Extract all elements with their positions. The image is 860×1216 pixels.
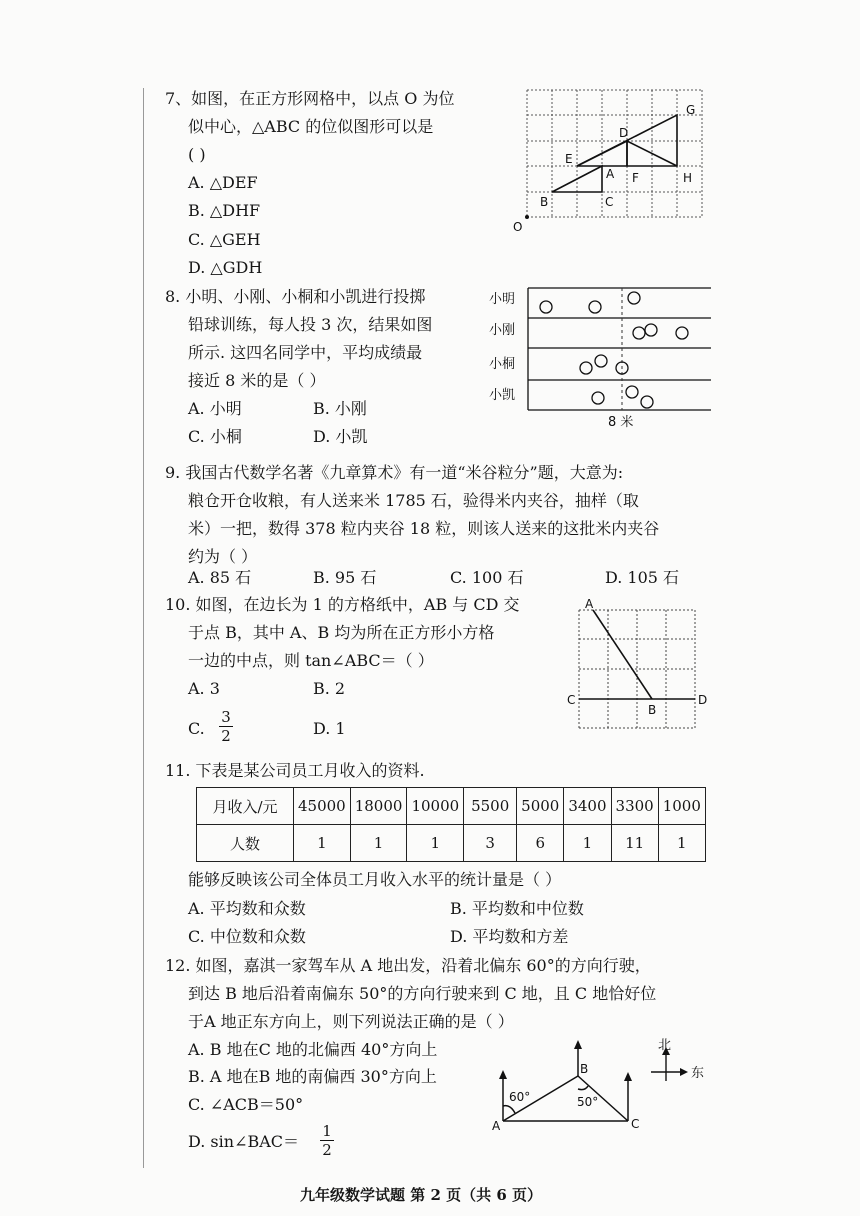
q10-fraction-denominator: 2 bbox=[219, 726, 233, 745]
q7-option-c: C. △GEH bbox=[188, 230, 261, 249]
q10-label-b: B bbox=[648, 703, 657, 717]
q11-question: 能够反映该公司全体员工月收入水平的统计量是（ ） bbox=[188, 870, 562, 889]
table-cell: 11 bbox=[611, 825, 658, 862]
q8-stem-line4: 接近 8 米的是（ ） bbox=[188, 371, 326, 390]
q12-label-b: B bbox=[580, 1062, 589, 1076]
table-cell: 1000 bbox=[658, 788, 705, 825]
q7-label-e: E bbox=[565, 152, 573, 166]
table-cell: 3300 bbox=[611, 788, 658, 825]
q12-north-label: 北 bbox=[658, 1038, 672, 1053]
q7-answer-paren: ( ) bbox=[188, 145, 206, 164]
q10-label-c: C bbox=[567, 693, 576, 707]
q7-label-a: A bbox=[606, 167, 615, 181]
left-margin-line bbox=[143, 88, 144, 1168]
q10-label-d: D bbox=[698, 693, 708, 707]
q12-label-a: A bbox=[492, 1119, 501, 1133]
table-cell: 1 bbox=[294, 825, 351, 862]
table-cell: 人数 bbox=[197, 825, 294, 862]
q9-option-a: A. 85 石 bbox=[188, 568, 252, 587]
q7-label-g: G bbox=[686, 103, 696, 117]
q7-label-d: D bbox=[619, 126, 629, 140]
q8-option-a: A. 小明 bbox=[188, 399, 242, 418]
q7-label-h: H bbox=[683, 171, 693, 185]
q12-angle-60-label: 60° bbox=[509, 1090, 531, 1104]
q9-line2: 粮仓开仓收粮，有人送来米 1785 石，验得米内夹谷，抽样（取 bbox=[188, 491, 639, 510]
q12-option-c: C. ∠ACB＝50° bbox=[188, 1095, 304, 1114]
table-cell: 45000 bbox=[294, 788, 351, 825]
q7-option-a: A. △DEF bbox=[188, 173, 258, 192]
table-cell: 1 bbox=[350, 825, 407, 862]
q12-angle-50-label: 50° bbox=[577, 1095, 599, 1109]
q10-option-c-fraction bbox=[219, 708, 233, 745]
q8-name-xiaogang: 小刚 bbox=[489, 323, 516, 338]
q11-income-table bbox=[196, 787, 706, 862]
q8-option-c: C. 小桐 bbox=[188, 427, 242, 446]
q9-line3: 米）一把，数得 378 粒内夹谷 18 粒，则该人送来的这批米内夹谷 bbox=[188, 519, 660, 538]
q11-option-b: B. 平均数和中位数 bbox=[450, 899, 584, 918]
q8-stem-line1: 8. 小明、小刚、小桐和小凯进行投掷 bbox=[165, 287, 426, 306]
q8-option-d: D. 小凯 bbox=[313, 427, 368, 446]
q12-option-a: A. B 地在C 地的北偏西 40°方向上 bbox=[188, 1040, 438, 1059]
q12-direction-figure bbox=[488, 1036, 713, 1136]
q11-option-a: A. 平均数和众数 bbox=[188, 899, 306, 918]
q9-option-b: B. 95 石 bbox=[313, 568, 377, 587]
q12-east-label: 东 bbox=[691, 1066, 705, 1081]
compass-east-arrow bbox=[680, 1068, 688, 1076]
table-cell: 5000 bbox=[517, 788, 564, 825]
table-cell: 6 bbox=[517, 825, 564, 862]
q12-line1: 12. 如图，嘉淇一家驾车从 A 地出发，沿着北偏东 60°的方向行驶， bbox=[165, 956, 651, 975]
q10-option-c-prefix: C. bbox=[188, 719, 205, 738]
q9-line4: 约为（ ） bbox=[188, 547, 258, 566]
q10-label-a: A bbox=[585, 597, 594, 611]
q11-option-c: C. 中位数和众数 bbox=[188, 927, 306, 946]
q8-8m-mark: 8 米 bbox=[608, 415, 634, 430]
q7-stem-line1: 7、如图，在正方形网格中，以点 O 为位 bbox=[165, 89, 455, 108]
table-cell: 1 bbox=[658, 825, 705, 862]
table-cell: 10000 bbox=[407, 788, 464, 825]
q8-stem-line3: 所示. 这四名同学中，平均成绩最 bbox=[188, 343, 423, 362]
table-cell: 月收入/元 bbox=[197, 788, 294, 825]
q8-throw-figure bbox=[485, 284, 715, 434]
q7-grid-figure bbox=[510, 85, 710, 235]
q10-option-b: B. 2 bbox=[313, 679, 346, 698]
q12-option-d-fraction bbox=[320, 1122, 334, 1159]
q10-fraction-numerator: 3 bbox=[221, 708, 231, 726]
q12-line3: 于A 地正东方向上，则下列说法正确的是（ ） bbox=[188, 1012, 514, 1031]
q7-option-b: B. △DHF bbox=[188, 201, 261, 220]
q7-label-c: C bbox=[605, 195, 614, 209]
q12-label-c: C bbox=[631, 1117, 640, 1131]
table-row bbox=[197, 788, 706, 825]
q8-name-xiaotong: 小桐 bbox=[489, 357, 516, 372]
table-cell: 18000 bbox=[350, 788, 407, 825]
q10-line3: 一边的中点，则 tan∠ABC＝（ ） bbox=[188, 651, 434, 670]
q12-option-b: B. A 地在B 地的南偏西 30°方向上 bbox=[188, 1067, 437, 1086]
q11-option-d: D. 平均数和方差 bbox=[450, 927, 569, 946]
q7-point-o bbox=[525, 215, 529, 219]
q8-option-b: B. 小刚 bbox=[313, 399, 367, 418]
q12-fraction-denominator: 2 bbox=[320, 1140, 334, 1159]
q12-line2: 到达 B 地后沿着南偏东 50°的方向行驶来到 C 地，且 C 地恰好位 bbox=[188, 984, 657, 1003]
q7-option-d: D. △GDH bbox=[188, 258, 263, 277]
table-cell: 5500 bbox=[464, 788, 517, 825]
q8-name-xiaoming: 小明 bbox=[489, 292, 516, 307]
q7-label-o: O bbox=[513, 220, 523, 234]
q8-stem-line2: 铅球训练，每人投 3 次，结果如图 bbox=[188, 315, 433, 334]
table-cell: 1 bbox=[564, 825, 611, 862]
q9-option-d: D. 105 石 bbox=[605, 568, 680, 587]
q12-option-d-prefix: D. sin∠BAC＝ bbox=[188, 1132, 300, 1151]
q10-grid-figure bbox=[565, 598, 715, 738]
q7-label-b: B bbox=[540, 195, 549, 209]
q9-option-c: C. 100 石 bbox=[450, 568, 524, 587]
q10-line1: 10. 如图，在边长为 1 的方格纸中，AB 与 CD 交 bbox=[165, 595, 520, 614]
table-cell: 1 bbox=[407, 825, 464, 862]
page-footer: 九年级数学试题 第 2 页（共 6 页） bbox=[300, 1186, 542, 1204]
table-cell: 3400 bbox=[564, 788, 611, 825]
q7-stem-line2: 似中心，△ABC 的位似图形可以是 bbox=[188, 117, 434, 136]
q10-option-d: D. 1 bbox=[313, 719, 346, 738]
q9-line1: 9. 我国古代数学名著《九章算术》有一道“米谷粒分”题，大意为: bbox=[165, 463, 624, 482]
q11-stem: 11. 下表是某公司员工月收入的资料. bbox=[165, 761, 425, 780]
q10-line2: 于点 B，其中 A、B 均为所在正方形小方格 bbox=[188, 623, 495, 642]
table-cell: 3 bbox=[464, 825, 517, 862]
q10-option-a: A. 3 bbox=[188, 679, 220, 698]
q8-name-xiaokai: 小凯 bbox=[489, 388, 516, 403]
q7-label-f: F bbox=[632, 171, 639, 185]
q12-fraction-numerator: 1 bbox=[322, 1122, 332, 1140]
table-row bbox=[197, 825, 706, 862]
